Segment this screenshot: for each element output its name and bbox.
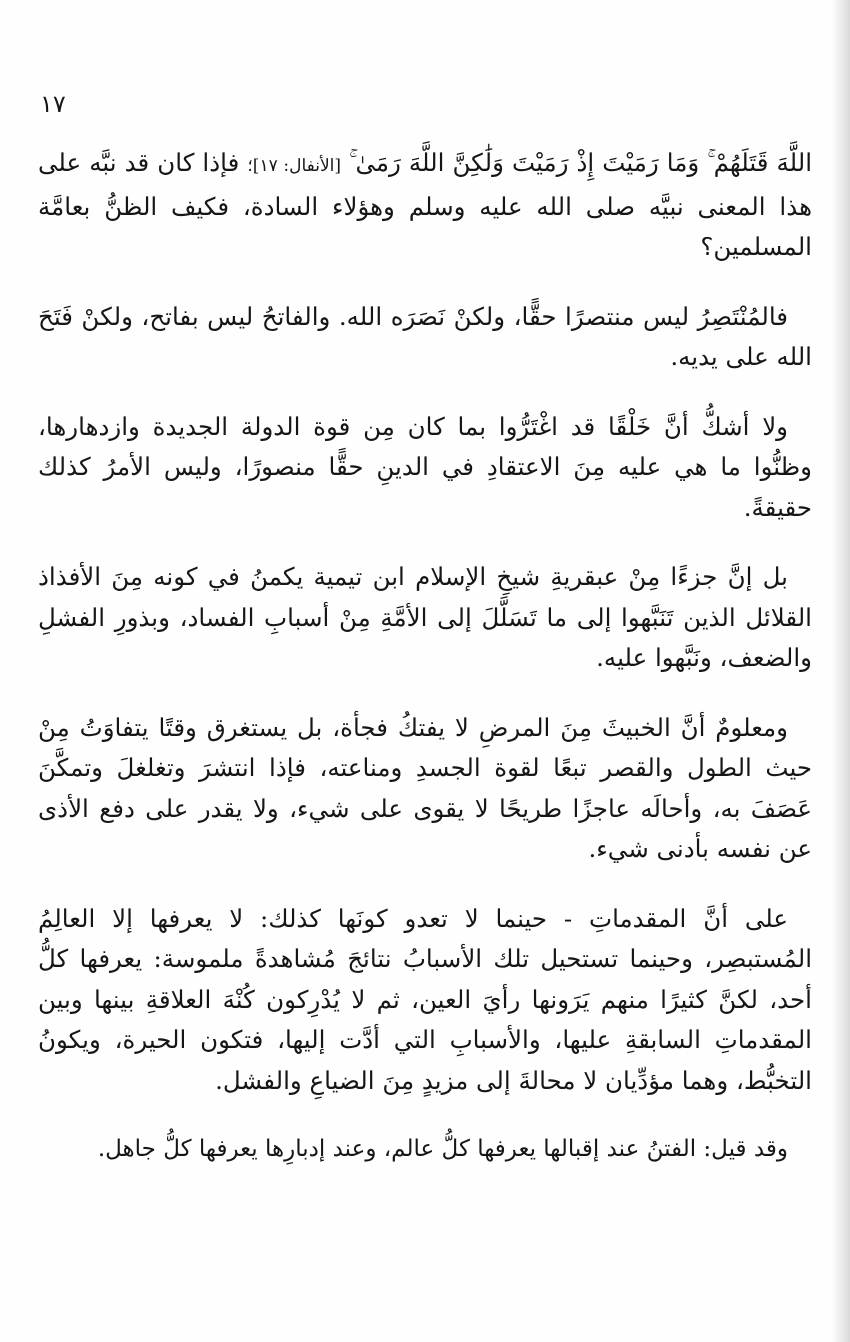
page-number: ١٧ <box>40 90 66 118</box>
paragraph-text: فإذا كان قد نبَّه على هذا المعنى نبيَّه صلى الله عليه وسلم وهؤلاء السادة، فكيف الظنُّ بعامَّة المسلمين؟ <box>38 148 812 261</box>
paragraph-quran-verse <box>38 143 812 268</box>
paragraph: على أنَّ المقدماتِ - حينما لا تعدو كونَها كذلك: لا يعرفها إلا العالِمُ المُستبصِر، وحينما تستحيل تلك الأسبابُ نتائجَ مُشاهدةً ملموسة: يعرفها كلُّ أحد، لكنَّ كثيرًا منهم يَرَونها رأيَ العين، ثم لا يُدْرِكون كُنْهَ العلاقةِ بينها وبين المقدماتِ السابقةِ عليها، والأسبابِ التي أدَّت إليها، فتكون الحيرة، ويكونُ التخبُّط، وهما مؤدِّيان لا محالةَ إلى مزيدٍ مِنَ الضياعِ والفشل. <box>38 903 812 1095</box>
paragraph: فالمُنْتَصِرُ ليس منتصرًا حقًّا، ولكنْ نَصَرَه الله. والفاتحُ ليس بفاتح، ولكنْ فَتَحَ الله على يديه. <box>38 301 812 371</box>
paragraph: بل إنَّ جزءًا مِنْ عبقريةِ شيخِ الإسلام ابن تيمية يكمنُ في كونه مِنَ الأفذاذ القلائل الذين تَنَبَّهوا إلى ما تَسَلَّلَ إلى الأمَّةِ مِنْ أسبابِ الفساد، وبذورِ الفشلِ والضعف، ونَبَّهوا عليه. <box>38 562 812 672</box>
paragraph: وقد قيل: الفتنُ عند إقبالها يعرفها كلُّ عالم، وعند إدبارِها يعرفها كلُّ جاهل. <box>97 1136 788 1162</box>
paragraph: ولا أشكُّ أنَّ خَلْقًا قد اغْتَرُّوا بما كان مِن قوة الدولة الجديدة وازدهارها، وظنُّوا ما هي عليه مِنَ الاعتقادِ في الدينِ حقًّا منصورًا، وليس الأمرُ كذلك حقيقةً. <box>38 411 812 522</box>
paragraph: ومعلومٌ أنَّ الخبيثَ مِنَ المرضِ لا يفتكُ فجأة، بل يستغرق وقتًا يتفاوَتُ مِنْ حيث الطول والقصر تبعًا لقوة الجسدِ ومناعته، فإذا انتشرَ وتغلغلَ وتمكَّنَ عَصَفَ به، وأحالَه عاجزًا طريحًا لا يقوى على شيء، ولا يقدر على دفع الأذى عن نفسه بأدنى شيء. <box>38 712 812 863</box>
quran-verse: اللَّهَ قَتَلَهُمْ ۚ وَمَا رَمَيْتَ إِذْ رَمَيْتَ وَلَٰكِنَّ اللَّهَ رَمَىٰ ۚ <box>349 148 812 177</box>
verse-citation: [الأنفال: ١٧]؛ <box>247 156 342 176</box>
page-edge-shadow <box>832 0 850 1342</box>
page-body <box>38 143 812 1168</box>
